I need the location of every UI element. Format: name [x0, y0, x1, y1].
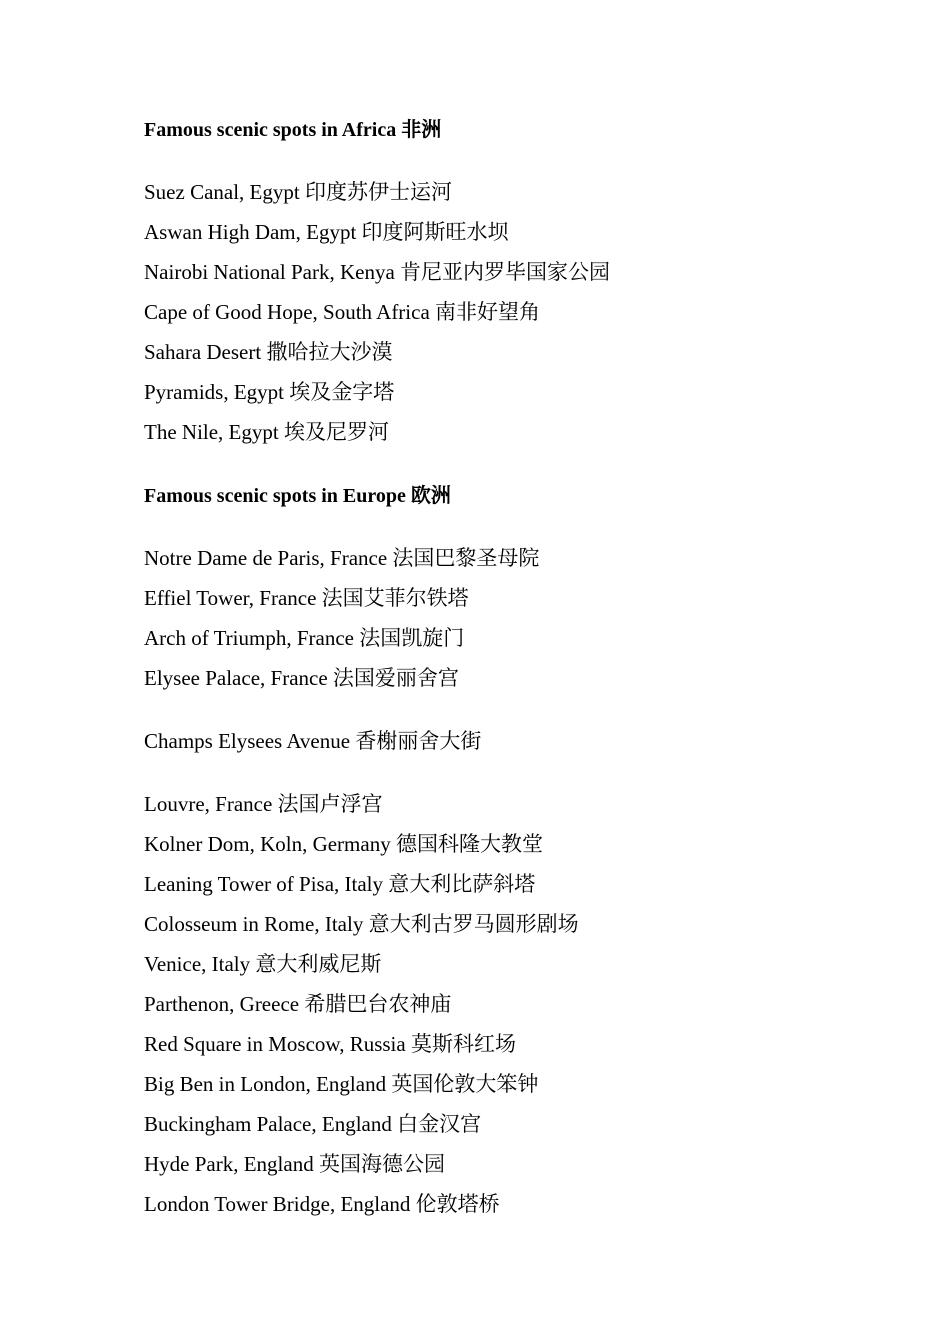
- list-item: Effiel Tower, France 法国艾菲尔铁塔: [144, 586, 469, 610]
- list-item: Elysee Palace, France 法国爱丽舍宫: [144, 666, 459, 690]
- list-item: Red Square in Moscow, Russia 莫斯科红场: [144, 1032, 516, 1056]
- list-item: Colosseum in Rome, Italy 意大利古罗马圆形剧场: [144, 912, 579, 936]
- africa-heading: Famous scenic spots in Africa 非洲: [144, 119, 442, 141]
- list-item: The Nile, Egypt 埃及尼罗河: [144, 420, 389, 444]
- list-item: Kolner Dom, Koln, Germany 德国科隆大教堂: [144, 832, 543, 856]
- list-item: Notre Dame de Paris, France 法国巴黎圣母院: [144, 546, 540, 570]
- list-item: Venice, Italy 意大利威尼斯: [144, 952, 382, 976]
- list-item: Big Ben in London, England 英国伦敦大笨钟: [144, 1072, 539, 1096]
- list-item: Parthenon, Greece 希腊巴台农神庙: [144, 992, 452, 1016]
- list-item: Louvre, France 法国卢浮宫: [144, 792, 383, 816]
- list-item: Arch of Triumph, France 法国凯旋门: [144, 626, 465, 650]
- list-item: Suez Canal, Egypt 印度苏伊士运河: [144, 180, 452, 204]
- list-item: Sahara Desert 撒哈拉大沙漠: [144, 340, 393, 364]
- list-item: Cape of Good Hope, South Africa 南非好望角: [144, 300, 541, 324]
- europe-heading: Famous scenic spots in Europe 欧洲: [144, 485, 451, 507]
- list-item: Nairobi National Park, Kenya 肯尼亚内罗毕国家公园: [144, 260, 611, 284]
- list-item: Aswan High Dam, Egypt 印度阿斯旺水坝: [144, 220, 509, 244]
- list-item: Hyde Park, England 英国海德公园: [144, 1152, 445, 1176]
- list-item: Buckingham Palace, England 白金汉宫: [144, 1112, 482, 1136]
- list-item: London Tower Bridge, England 伦敦塔桥: [144, 1192, 500, 1216]
- list-item: Leaning Tower of Pisa, Italy 意大利比萨斜塔: [144, 872, 536, 896]
- list-item: Champs Elysees Avenue 香榭丽舍大街: [144, 729, 482, 753]
- list-item: Pyramids, Egypt 埃及金字塔: [144, 380, 395, 404]
